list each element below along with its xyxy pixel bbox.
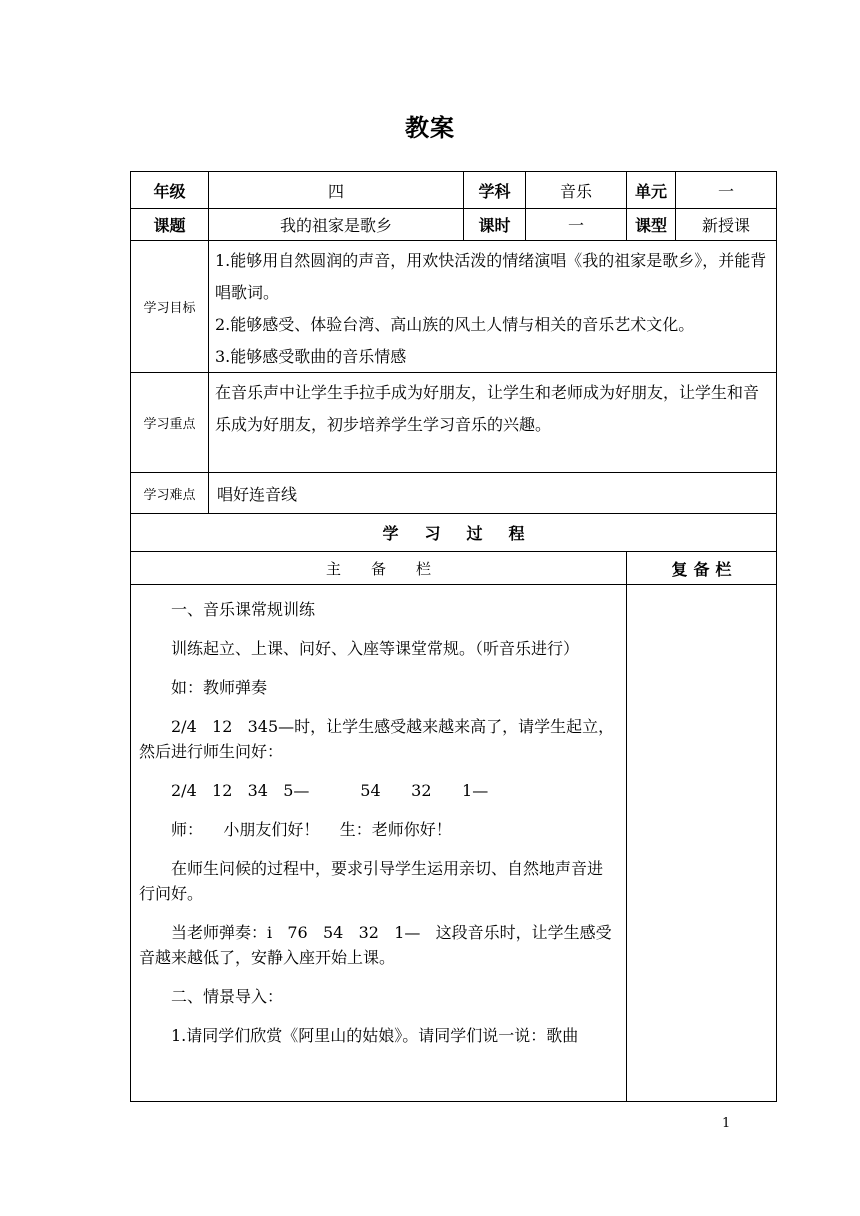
period-value: 一 [526,209,627,241]
objectives-label: 学习目标 [131,241,209,373]
period-label: 课时 [464,209,526,241]
paragraph: 2/4 12 345—时，让学生感受越来越来高了，请学生起立，然后进行师生问好： [139,717,615,761]
type-label: 课型 [627,209,676,241]
unit-label: 单元 [627,172,676,209]
paragraph: 1.请同学们欣赏《阿里山的姑娘》。请同学们说一说：歌曲 [171,1026,579,1045]
process-title: 学习过程 [131,514,777,552]
paragraph: 训练起立、上课、问好、入座等课堂常规。（听音乐进行） [171,639,580,658]
paragraph: 如：教师弹奏 [171,678,268,697]
paragraph: 一、音乐课常规训练 [171,600,316,619]
paragraph: 二、情景导入： [171,987,284,1006]
objectives-content [209,241,777,373]
type-value: 新授课 [676,209,777,241]
subject-value: 音乐 [526,172,627,209]
paragraph: 当老师弹奏：i 76 54 32 1— 这段音乐时，让学生感受音越来越低了，安静入座开始上课。 [139,923,612,967]
key-points-label: 学习重点 [131,373,209,473]
topic-value: 我的祖家是歌乡 [209,209,464,241]
topic-label: 课题 [131,209,209,241]
paragraph: 2/4 12 34 5— 54 32 1— [171,781,489,800]
grade-label: 年级 [131,172,209,209]
key-points-text: 在音乐声中让学生手拉手成为好朋友，让学生和老师成为好朋友，让学生和音乐成为好朋友，初步培养学生学习音乐的兴趣。 [215,383,760,434]
objective-1: 1.能够用自然圆润的声音，用欢快活泼的情绪演唱《我的祖家是歌乡》，并能背唱歌词。 [215,251,767,302]
objective-2: 2.能够感受、体验台湾、高山族的风土人情与相关的音乐艺术文化。 [215,315,695,334]
document-title: 教案 [405,114,455,142]
difficulties-label: 学习难点 [131,473,209,514]
review-column-content [627,585,777,1102]
subject-label: 学科 [464,172,526,209]
objective-3: 3.能够感受歌曲的音乐情感 [215,347,407,366]
difficulties-text: 唱好连音线 [209,473,777,514]
paragraph: 在师生问候的过程中，要求引导学生运用亲切、自然地声音进行问好。 [139,859,604,903]
unit-value: 一 [676,172,777,209]
main-column-content [131,585,627,1102]
lesson-plan-table [130,171,777,1102]
page-number: 1 [722,1116,731,1131]
grade-value: 四 [209,172,464,209]
main-column-header: 主备栏 [131,552,627,585]
key-points-content [209,373,777,473]
review-column-header: 复备栏 [627,552,777,585]
paragraph: 师： 小朋友们好！ 生：老师你好！ [171,820,452,839]
